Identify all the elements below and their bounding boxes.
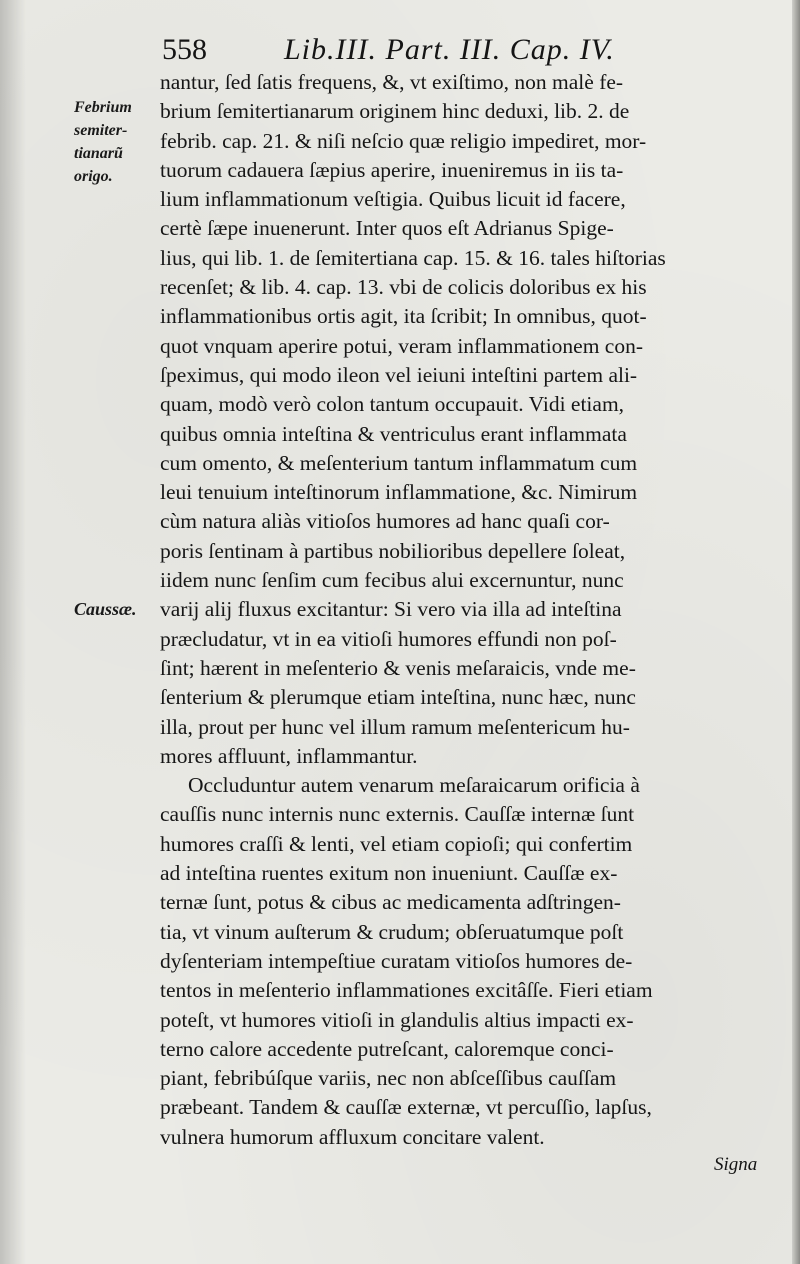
text-line: terno calore accedente putreſcant, caloremque conci- bbox=[160, 1036, 614, 1061]
text-line: lium inflammationum veſtigia. Quibus licuit id facere, bbox=[160, 187, 626, 212]
text-line: febrib. cap. 21. & niſi neſcio quæ religio impediret, mor- bbox=[160, 128, 647, 153]
page-number: 558 bbox=[162, 33, 207, 66]
text-line: ad inteſtina ruentes exitum non inueniunt. Cauſſæ ex- bbox=[160, 861, 618, 886]
text-line: ſint; hærent in meſenterio & venis meſaraicis, vnde me- bbox=[160, 655, 636, 680]
text-line: nantur, ſed ſatis frequens, &, vt exiſtimo, non malè fe- bbox=[160, 70, 624, 94]
text-line: leui tenuium inteſtinorum inflammatione, &c. Nimirum bbox=[160, 480, 638, 505]
text-line: poris ſentinam à partibus nobilioribus depellere ſoleat, bbox=[160, 538, 626, 563]
margin-note-line: tianarũ bbox=[74, 145, 123, 162]
text-line: tentos in meſenterio inflammationes excitâſſe. Fieri etiam bbox=[160, 978, 653, 1003]
text-line: poteſt, vt humores vitioſi in glandulis altius impacti ex- bbox=[160, 1007, 634, 1032]
text-line: varij alij fluxus excitantur: Si vero via illa ad inteſtina bbox=[160, 597, 622, 622]
text-line: recenſet; & lib. 4. cap. 13. vbi de colicis doloribus ex his bbox=[160, 275, 647, 300]
catchword: Signa bbox=[714, 1154, 758, 1175]
text-line: ternæ ſunt, potus & cibus ac medicamenta adſtringen- bbox=[160, 890, 621, 915]
margin-note-caussae: Caussæ. bbox=[74, 599, 137, 619]
text-line: dyſenteriam intempeſtiue curatam vitioſos humores de- bbox=[160, 948, 633, 973]
text-line: vulnera humorum affluxum concitare valent. bbox=[160, 1124, 545, 1149]
text-line: quibus omnia inteſtina & ventriculus erant inflammata bbox=[160, 421, 627, 446]
margin-note-febrium bbox=[74, 96, 132, 188]
text-line: quam, modò verò colon tantum occupauit. Vidi etiam, bbox=[160, 392, 625, 417]
text-line: lius, qui lib. 1. de ſemitertiana cap. 15. & 16. tales hiſtorias bbox=[160, 245, 666, 270]
text-line: tia, vt vinum auſterum & crudum; obſeruatumque poſt bbox=[160, 919, 624, 944]
paragraph-start-line: Occluduntur autem venarum meſaraicarum orificia à bbox=[188, 773, 640, 798]
text-line: brium ſemitertianarum originem hinc deduxi, lib. 2. de bbox=[160, 99, 630, 124]
text-line: cum omento, & meſenterium tantum inflammatum cum bbox=[160, 450, 638, 475]
text-line: certè ſæpe inuenerunt. Inter quos eſt Adrianus Spige- bbox=[160, 216, 614, 241]
text-line: mores affluunt, inflammantur. bbox=[160, 743, 418, 768]
text-line: inflammationibus ortis agit, ita ſcribit; In omnibus, quot- bbox=[160, 304, 647, 329]
page-header bbox=[162, 32, 762, 68]
text-line: præbeant. Tandem & cauſſæ externæ, vt percuſſio, lapſus, bbox=[160, 1095, 652, 1120]
page-edge bbox=[792, 0, 800, 1264]
text-line: tuorum cadauera ſæpius aperire, inueniremus in iis ta- bbox=[160, 157, 624, 182]
body-text bbox=[160, 68, 772, 1152]
text-line: præcludatur, vt in ea vitioſi humores effundi non poſ- bbox=[160, 626, 617, 651]
text-line: cauſſis nunc internis nunc externis. Cauſſæ internæ ſunt bbox=[160, 802, 635, 827]
text-line: illa, prout per hunc vel illum ramum meſentericum hu- bbox=[160, 714, 630, 739]
text-line: iidem nunc ſenſim cum fecibus alui excernuntur, nunc bbox=[160, 568, 624, 593]
running-head: Lib.III. Part. III. Cap. IV. bbox=[284, 33, 615, 66]
text-line: ſenterium & plerumque etiam inteſtina, nunc hæc, nunc bbox=[160, 685, 636, 710]
margin-note-line: semiter- bbox=[74, 122, 128, 139]
text-line: piant, febribúſque variis, nec non abſceſſibus cauſſam bbox=[160, 1066, 617, 1091]
text-line: humores craſſi & lenti, vel etiam copioſi; qui confertim bbox=[160, 831, 633, 856]
text-line: cùm natura aliàs vitioſos humores ad hanc quaſi cor- bbox=[160, 509, 610, 534]
margin-note-line: origo. bbox=[74, 168, 113, 185]
text-line: quot vnquam aperire potui, veram inflammationem con- bbox=[160, 333, 644, 358]
margin-notes bbox=[0, 0, 160, 1264]
margin-note-line: Febrium bbox=[74, 99, 132, 116]
text-line: ſpeximus, qui modo ileon vel ieiuni inteſtini partem ali- bbox=[160, 362, 638, 387]
